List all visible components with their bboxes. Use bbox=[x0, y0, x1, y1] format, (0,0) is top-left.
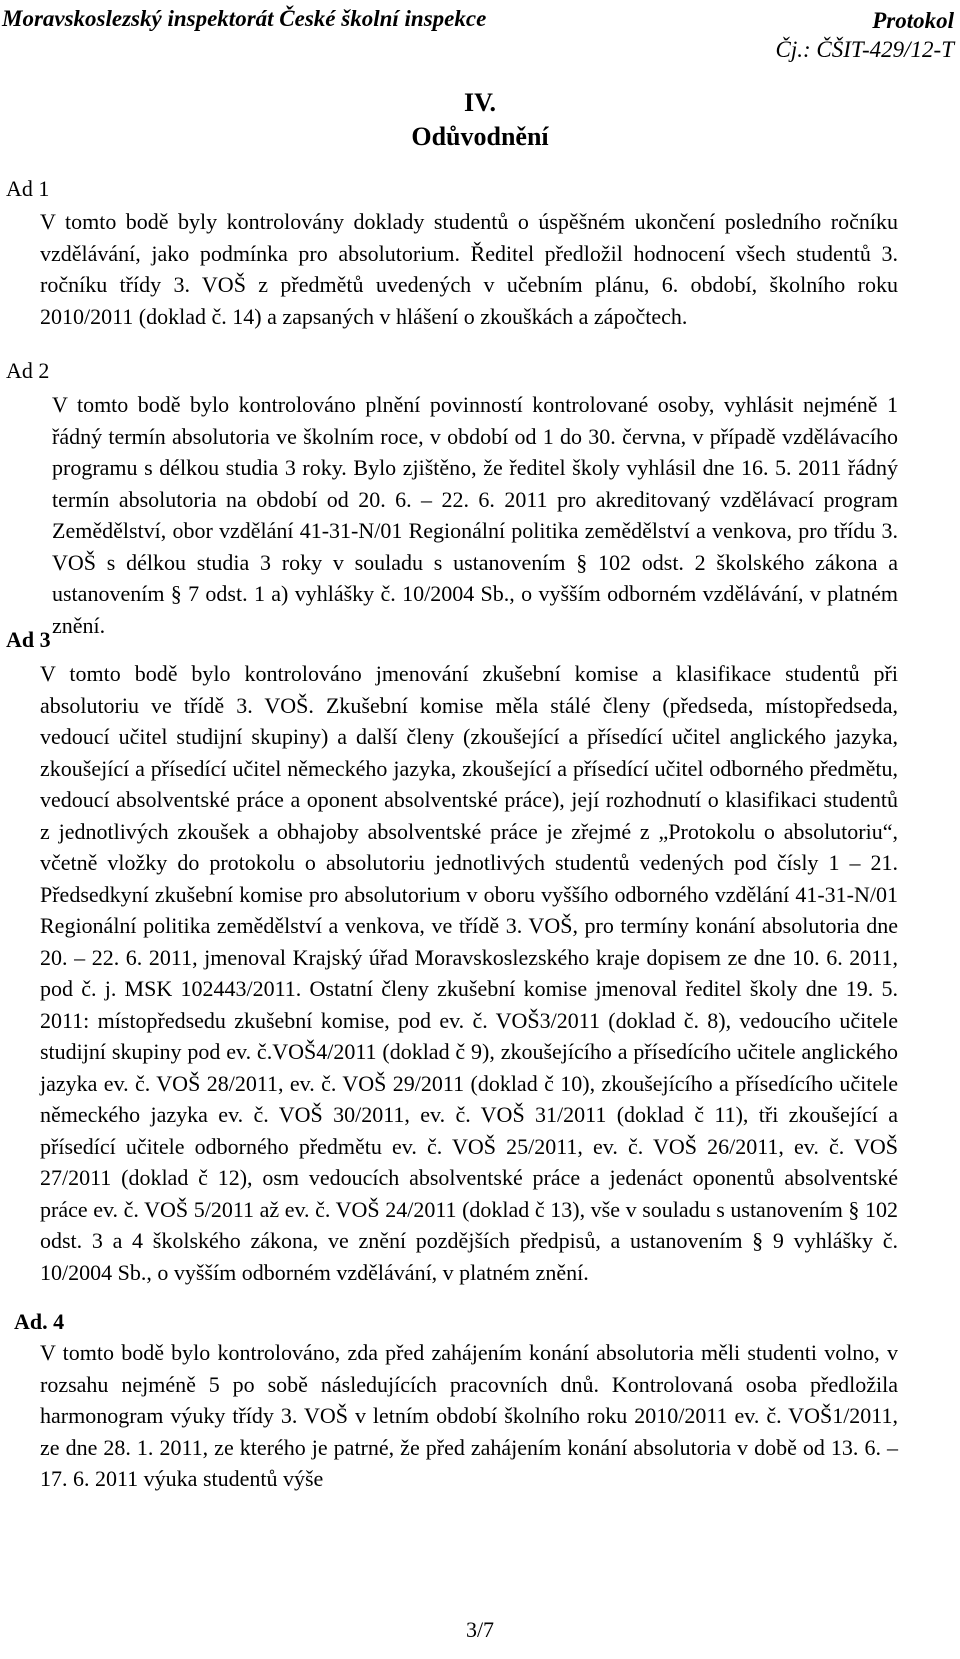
item-heading-ad4: Ad. 4 bbox=[14, 1309, 65, 1334]
page-header bbox=[2, 4, 954, 64]
item-text-ad3: V tomto bodě bylo kontrolováno jmenování zkušební komise a klasifikace studentů při absolutoriu ve třídě 3. VOŠ. Zkušební komise měla stálé členy (předseda, místopředseda, vedoucí učitel studijní skupiny) a další členy (zkoušející a přísedící učitel anglického jazyka, zkoušející a přísedící učitel německého jazyka, zkoušející a přísedící učitel odborného předmětu, vedoucí absolventské práce a oponent absolventské práce), její rozhodnutí o klasifikaci studentů z jednotlivých zkoušek a obhajoby absolventské práce je zřejmé z „Protokolu o absolutoriu“, včetně vložky do protokolu o absolutoriu jednotlivých studentů vedených pod čísly 1 – 21. Předsedkyní zkušební komise pro absolutorium v oboru vyššího odborného vzdělání 41-31-N/01 Regionální politika zemědělství a venkova, ve třídě 3. VOŠ, pro termíny konání absolutoria dne 20. – 22. 6. 2011, jmenoval Krajský úřad Moravskoslezského kraje dopisem ze dne 10. 6. 2011, pod č. j. MSK 102443/2011. Ostatní členy zkušební komise jmenoval ředitel školy dne 19. 5. 2011: místopředsedu zkušební komise, pod ev. č. VOŠ3/2011 (doklad č. 8), vedoucího učitele studijní skupiny pod ev. č.VOŠ4/2011 (doklad č 9), zkoušejícího a přísedícího učitele anglického jazyka ev. č. VOŠ 28/2011, ev. č. VOŠ 29/2011 (doklad č 10), zkoušejícího a přísedícího učitele německého jazyka ev. č. VOŠ 30/2011, ev. č. VOŠ 31/2011 (doklad č 11), tři zkoušející a přísedící učitele odborného předmětu ev. č. VOŠ 25/2011, ev. č. VOŠ 26/2011, ev. č. VOŠ 27/2011 (doklad č 12), osm vedoucích absolventské práce a jedenáct oponentů absolventské práce ev. č. VOŠ 5/2011 až ev. č. VOŠ 24/2011 (doklad č 13), vše v souladu s ustanovením § 102 odst. 3 a 4 školského zákona, ve znění pozdějších předpisů, a ustanovením § 9 vyhlášky č. 10/2004 Sb., o vyšším odborném vzdělávání, v platném znění. bbox=[40, 661, 898, 1285]
item-text-ad2: V tomto bodě bylo kontrolováno plnění povinností kontrolované osoby, vyhlásit nejméně 1 řádný termín absolutoria ve školním roce, v období od 1 do 30. června, v případě vzdělávacího programu s délkou studia 3 roky. Bylo zjištěno, že ředitel školy vyhlásil dne 16. 5. 2011 řádný termín absolutoria na období od 20. 6. – 22. 6. 2011 pro akreditovaný vzdělávací program Zemědělství, obor vzdělání 41-31-N/01 Regionální politika zemědělství a venkova, pro třídu 3. VOŠ s délkou studia 3 roky v souladu s ustanovením § 102 odst. 2 školského zákona a ustanovením § 7 odst. 1 a) vyhlášky č. 10/2004 Sb., o vyšším odborném vzdělávání, v platném znění. bbox=[52, 392, 898, 638]
page-number: 3/7 bbox=[465, 1617, 495, 1642]
section-number: IV. bbox=[463, 88, 497, 117]
item-heading-ad3: Ad 3 bbox=[6, 627, 51, 652]
header-reference-number: Čj.: ČŠIT-429/12-T bbox=[775, 37, 954, 62]
header-protocol-title: Protokol bbox=[872, 8, 954, 33]
item-heading-ad1: Ad 1 bbox=[6, 176, 50, 201]
header-institution: Moravskoslezský inspektorát České školní inspekce bbox=[2, 6, 487, 31]
item-text-ad4: V tomto bodě bylo kontrolováno, zda před zahájením konání absolutoria měli studenti volno, v rozsahu nejméně 5 po sobě následujících pracovních dnů. Kontrolovaná osoba předložila harmonogram výuky třídy 3. VOŠ v letním období školního roku 2010/2011 ev. č. VOŠ1/2011, ze dne 28. 1. 2011, ze kterého je patrné, že před zahájením konání absolutoria v době od 13. 6. – 17. 6. 2011 výuka studentů výše bbox=[40, 1340, 898, 1491]
item-heading-ad2: Ad 2 bbox=[6, 358, 50, 383]
header-right bbox=[776, 6, 954, 64]
section-title: Odůvodnění bbox=[411, 122, 549, 151]
item-text-ad1: V tomto bodě byly kontrolovány doklady studentů o úspěšném ukončení posledního ročníku vzdělávání, jako podmínka pro absolutorium. Ředitel předložil hodnocení všech studentů 3. ročníku třídy 3. VOŠ z předmětů uvedených v učebním plánu, 6. období, školního roku 2010/2011 (doklad č. 14) a zapsaných v hlášení o zkouškách a zápočtech. bbox=[40, 209, 898, 329]
